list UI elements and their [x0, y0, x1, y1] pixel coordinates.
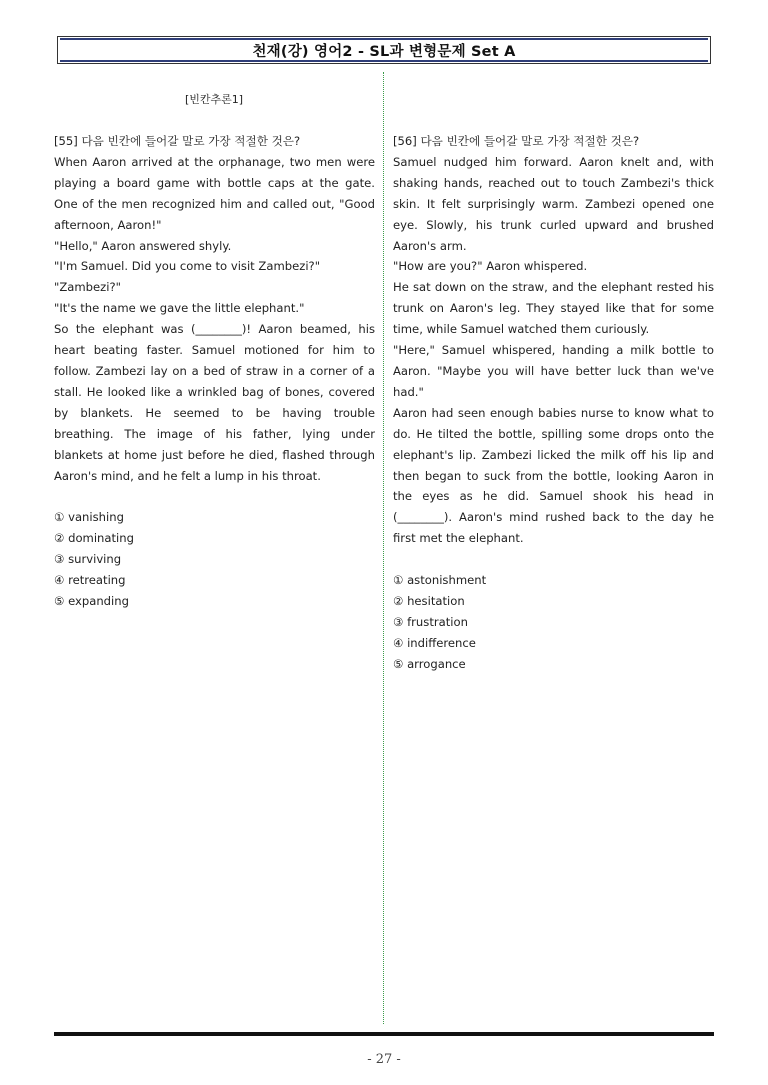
- answer-choice: ⑤ expanding: [54, 593, 129, 608]
- answer-choice: ③ frustration: [393, 614, 468, 629]
- answer-choice: ① vanishing: [54, 510, 124, 525]
- question-55-passage: [54, 152, 375, 487]
- answer-choice: ② hesitation: [393, 593, 465, 608]
- answer-choice: ② dominating: [54, 531, 134, 546]
- passage-paragraph: "It's the name we gave the little elephant.": [54, 301, 305, 316]
- question-55-prompt: [55] 다음 빈칸에 들어갈 말로 가장 적절한 것은?: [54, 134, 301, 148]
- question-56-prompt: [56] 다음 빈칸에 들어갈 말로 가장 적절한 것은?: [393, 134, 640, 148]
- column-divider: [383, 72, 384, 1024]
- passage-paragraph: He sat down on the straw, and the elephant rested his trunk on Aaron's leg. They stayed like that for some time, while Samuel watched them curiously.: [393, 280, 714, 337]
- passage-paragraph: Aaron had seen enough babies nurse to know what to do. He tilted the bottle, spilling some drops onto the elephant's lip. Zambezi licked the milk off his lip and then began to suck from the bottle, looking Aaron in the eyes as he did. Samuel shook his head in (________). Aaron's mind rushed back to the day he first met the elephant.: [393, 405, 714, 546]
- question-55: [54, 131, 375, 612]
- answer-choice: ④ indifference: [393, 635, 476, 650]
- section-tag: [빈칸추론1]: [185, 93, 244, 106]
- passage-paragraph: "Hello," Aaron answered shyly.: [54, 238, 232, 253]
- passage-paragraph: Samuel nudged him forward. Aaron knelt and, with shaking hands, reached out to touch Zambezi's thick skin. It felt surprisingly warm. Zambezi opened one eye. Slowly, his trunk curled upward and brushed Aaron's arm.: [393, 154, 714, 253]
- footer-rule: [54, 1032, 714, 1036]
- passage-paragraph: "Here," Samuel whispered, handing a milk bottle to Aaron. "Maybe you will have better luck than we've had.": [393, 343, 714, 399]
- question-56: [393, 131, 714, 675]
- question-56-passage: [393, 152, 714, 549]
- passage-paragraph: "How are you?" Aaron whispered.: [393, 259, 588, 274]
- passage-paragraph: "Zambezi?": [54, 280, 121, 295]
- answer-choice: ③ surviving: [54, 552, 122, 567]
- page-number: - 27 -: [367, 1052, 401, 1067]
- question-56-choices: [393, 570, 714, 675]
- passage-paragraph: "I'm Samuel. Did you come to visit Zambezi?": [54, 259, 321, 274]
- passage-paragraph: When Aaron arrived at the orphanage, two men were playing a board game with bottle caps at the gate. One of the men recognized him and called out, "Good afternoon, Aaron!": [54, 154, 375, 232]
- passage-paragraph: So the elephant was (________)! Aaron beamed, his heart beating faster. Samuel motioned for him to follow. Zambezi lay on a bed of straw in a corner of a stall. He looked like a wrinkled bag of bones, covered by blankets. He seemed to be having trouble breathing. The image of his father, lying under blankets at home just before he died, flashed through Aaron's mind, and he felt a lump in his throat.: [54, 322, 375, 483]
- page-header: [57, 36, 711, 64]
- answer-choice: ④ retreating: [54, 573, 126, 588]
- answer-choice: ① astonishment: [393, 573, 487, 588]
- answer-choice: ⑤ arrogance: [393, 656, 466, 671]
- question-55-choices: [54, 507, 375, 612]
- page-title: 천재(강) 영어2 - SL과 변형문제 Set A: [252, 43, 516, 60]
